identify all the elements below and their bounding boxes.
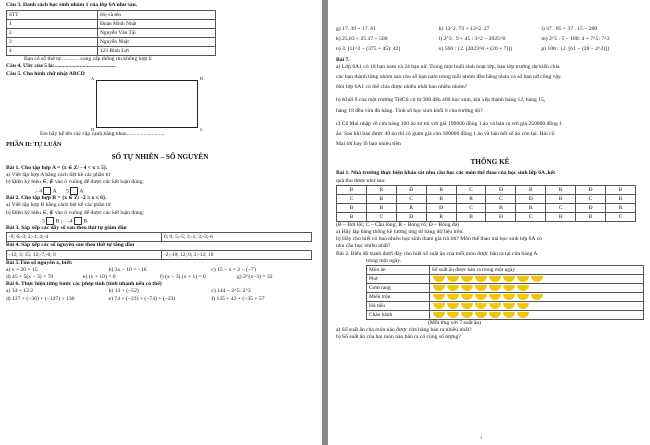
chart-note-text: (Mỗi ứng với 7 suất ăn) <box>428 320 482 327</box>
dish-name: Hủ tiếu <box>367 302 430 311</box>
students-table <box>6 10 216 56</box>
food-bowl-icon <box>503 312 515 318</box>
calc-row <box>336 46 644 53</box>
table-cell: -12; 3; 15; 12;-7;-6; 0 <box>7 250 162 259</box>
calc-row <box>336 36 644 43</box>
s2a: a) Số suất ăn của món nào được cửa hàng bán ra nhiều nhất? <box>336 327 472 334</box>
food-bowl-icon <box>461 276 473 282</box>
food-bowl-icon <box>531 294 543 300</box>
food-bowl-icon <box>503 285 515 291</box>
expr: c) 15 − x = 2 − (−7) <box>211 266 256 273</box>
b2: Bài 2. Cho tập hợp B = {x ∈ Z: -2 ≤ x ≤ 6}. <box>6 195 107 202</box>
fill-set: B <box>83 218 88 224</box>
food-bowl-icon <box>503 276 515 282</box>
vote-cell: R <box>396 203 426 212</box>
q4: Câu 4. Ước của 5 là:............................................ <box>6 63 117 70</box>
vote-cell: Đ <box>576 185 606 194</box>
vote-cell: Đ <box>337 203 367 212</box>
vote-cell: B <box>337 212 367 221</box>
table-row <box>367 293 644 302</box>
table-row <box>367 275 644 284</box>
food-bowl-icon <box>447 303 459 309</box>
food-bowl-icon <box>517 312 529 318</box>
food-bowl-icon <box>433 312 445 318</box>
table-row <box>367 311 644 320</box>
expr: f) 135 + 43 + (−35 + 57 <box>211 295 265 302</box>
food-bowl-icon <box>475 285 487 291</box>
dish-icons <box>429 311 643 320</box>
dish-name: Cháo hành <box>367 311 430 320</box>
vote-cell: Đ <box>396 185 426 194</box>
b7a: a) Lớp 6A1 có 18 bạn nam và 24 bạn nữ. Trong một buổi sinh hoạt lớp, bạn lớp trưởng dự kiến chia <box>336 63 560 70</box>
vote-cell: R <box>456 194 486 203</box>
vote-cell: B <box>366 194 396 203</box>
food-bowl-icon <box>489 294 501 300</box>
food-bowl-icon <box>475 294 487 300</box>
vote-cell: B <box>576 212 606 221</box>
dish-icons <box>429 275 643 284</box>
expr: a) 34 + 12.2 <box>6 288 34 295</box>
vote-cell: B <box>606 185 636 194</box>
food-bowl-icon <box>517 303 529 309</box>
table-row <box>337 212 636 221</box>
fill-value: 5 <box>66 187 69 194</box>
table-cell: Nguyễn Nhật <box>98 38 216 47</box>
food-bowl-icon <box>475 312 487 318</box>
s2b: trong một ngày. <box>366 257 402 264</box>
expr: b) 13 + (−52) <box>108 288 139 295</box>
vote-cell: R <box>516 203 546 212</box>
food-bowl-icon <box>447 285 459 291</box>
food-bowl-icon <box>447 276 459 282</box>
answer-box[interactable] <box>70 187 78 195</box>
b4: Bài 4. Sắp xếp các số nguyên sau theo thứ tự tăng dần <box>6 242 135 249</box>
expr: n) 3. [11^2 − (375 + 45): 42] <box>336 46 401 53</box>
b3: Bài 3. Sắp xếp các dãy số sau theo thứ tự giảm dần <box>6 225 127 232</box>
picture-chart <box>366 265 644 320</box>
expr: b) 3x − 10 = −16 <box>108 266 147 273</box>
food-bowl-icon <box>517 276 529 282</box>
dish-name: Cơm rang <box>367 284 430 293</box>
expr: d) 127 + (−36) + (−127) + 136 <box>6 295 75 302</box>
vote-cell: Đ <box>516 194 546 203</box>
b7c: c) Cô Mai nhập về cửa hàng 100 áo sơ mi với giá 190000 đồng 1 áo và bán ra với giá 250000 đồng 1 <box>336 120 562 127</box>
vote-cell: R <box>366 185 396 194</box>
expr: e) (x + 10) = 0 <box>83 274 116 281</box>
header-cell: Món ăn <box>367 266 430 275</box>
vote-cell: C <box>486 194 516 203</box>
votes-table <box>336 185 636 222</box>
table-cell: 2 <box>7 29 98 38</box>
fill-value: -4 <box>67 218 73 224</box>
table-cell: -2;-10; 12; 0; 2;-12; 10 <box>162 250 312 259</box>
s1bq2: nhu cầu học nhiều nhất? <box>336 243 391 250</box>
rectangle-abcd <box>91 75 203 132</box>
b4-table <box>6 250 312 260</box>
calc-row <box>336 26 644 33</box>
answer-box[interactable] <box>74 217 82 225</box>
food-bowl-icon <box>475 303 487 309</box>
vote-cell: Đ <box>576 203 606 212</box>
table-cell: Đoàn Minh Nhật <box>98 20 216 29</box>
food-bowl-icon <box>447 294 459 300</box>
b6: Bài 6. Thực hiện từng bước các phép tính (tính nhanh nếu có thể) <box>6 281 162 288</box>
q5: Câu 5. Cho hình chữ nhật ABCD <box>6 70 85 77</box>
vote-cell: R <box>606 203 636 212</box>
s1: Bài 1. Nhà trường thực hiện khảo sát nhu cầu học các môn thể thao của học sinh lớp 6A ,kết <box>336 170 555 177</box>
vote-cell: C <box>546 203 576 212</box>
vote-cell: C <box>576 194 606 203</box>
vote-cell: C <box>337 194 367 203</box>
expr: m) 2^5 . 5 − 100: 4 + 7^5: 7^3 <box>541 36 610 43</box>
table-cell: 1 <box>7 20 98 29</box>
part2-heading: PHẦN II: TỰ LUẬN <box>6 141 62 149</box>
b7b: b) Khối 6 của một trường THCS có từ 300 đến 400 học sinh, khi xếp thành hàng 12, hàng 15, <box>336 97 546 104</box>
fill-set: A <box>79 187 84 194</box>
food-bowl-icon <box>447 312 459 318</box>
vote-cell: R <box>546 185 576 194</box>
right-page <box>328 0 650 445</box>
food-bowl-icon <box>433 285 445 291</box>
vote-cell: Đ <box>486 212 516 221</box>
vote-cell: B <box>426 194 456 203</box>
food-bowl-icon <box>461 285 473 291</box>
b6-row <box>6 296 314 303</box>
fill-set: A <box>52 187 57 194</box>
vote-cell: B <box>366 203 396 212</box>
expr: g) 17. 39 + 17. 61 <box>336 26 376 32</box>
table-cell: -9; 6;-3; 2;-1; 4;-4 <box>7 233 162 242</box>
food-bowl-icon <box>531 276 543 282</box>
table-row <box>337 185 636 194</box>
expr: c) 144 − 2^5. 2^3 <box>211 288 251 295</box>
stats-heading: THỐNG KÊ <box>470 158 510 167</box>
vote-cell: C <box>366 212 396 221</box>
b3-table <box>6 232 312 242</box>
vote-cell: C <box>456 203 486 212</box>
table-row <box>7 38 216 47</box>
vote-cell: B <box>486 203 516 212</box>
expr: k) 25.83 + 25.17 − 500 <box>336 36 388 43</box>
vote-cell: C <box>396 194 426 203</box>
table-row <box>367 302 644 311</box>
header-cell: STT <box>7 11 98 20</box>
vote-cell: B <box>606 194 636 203</box>
food-bowl-icon <box>433 294 445 300</box>
vote-cell: R <box>426 212 456 221</box>
vote-cell: Đ <box>426 203 456 212</box>
table-cell: 6; 0; 5;-5; 1;-1; 3;-3;-6 <box>162 233 312 242</box>
food-bowl-icon <box>489 285 501 291</box>
b7c3: Mai lời hay lỗ bao nhiêu tiền <box>336 141 401 148</box>
vote-cell: B <box>337 185 367 194</box>
expr: f) (x − 3).(x + 1) = 0 <box>160 274 206 281</box>
expr: d) 45 + 5(x − 3) = 70 <box>6 274 54 281</box>
expr: o) 560 : {2. [2023^0 + (20 + 7)]} <box>438 46 513 53</box>
rect-note: Em hãy kể tên các cặp cạnh bằng nhau........................... <box>40 130 165 137</box>
legend: (B – Bơi lội; C – Cầu lông; R – Bóng rổ; Đ – Bóng đá) <box>336 221 460 228</box>
expr: g) 2^(x−3) = 32 <box>237 274 273 281</box>
b1a: a) Viết tập hợp A bằng cách liệt kê các phần tử <box>6 172 111 179</box>
expr: l) 2^3 . 9 + 45 : 3^2 − 2025^0 <box>438 36 506 43</box>
dish-name: Phở <box>367 275 430 284</box>
q3-title: Câu 3. Danh sách học sinh nhóm 1 của lớp 6A như sau. <box>6 2 138 8</box>
b7c2: áo. Sau khi bán được 40 áo thì cô giảm giá còn 180000 đồng 1 áo và bán hết số áo còn lại. Hỏi cô <box>336 131 555 138</box>
food-bowl-icon <box>503 303 515 309</box>
dish-name: Miến trộn <box>367 293 430 302</box>
header-cell: Họ và tên <box>98 11 216 20</box>
food-bowl-icon <box>433 276 445 282</box>
page-number: 4 <box>480 436 483 441</box>
b7: Bài 7. <box>336 56 350 63</box>
dish-icons <box>429 302 643 311</box>
section-heading: SỐ TỰ NHIÊN – SỐ NGUYÊN <box>111 153 209 162</box>
left-page <box>0 0 322 445</box>
s1b: quả thu được như sau: <box>336 177 386 184</box>
b1-fill <box>36 187 314 195</box>
food-bowl-icon <box>517 285 529 291</box>
vote-cell: B <box>456 212 486 221</box>
header-cell: Số suất ăn được bán ra trong một ngày <box>429 266 643 275</box>
vote-cell: Đ <box>486 185 516 194</box>
food-bowl-icon <box>433 303 445 309</box>
food-bowl-icon <box>503 294 515 300</box>
answer-box[interactable] <box>46 217 54 225</box>
b2b: b) Điền ký hiệu ∈, ∉ vào ô vuông để được các kết luận đúng: <box>6 209 145 216</box>
note1: Bạn có số thứ tự............. cung cấp thông tin không hợp lí <box>24 56 152 63</box>
table-row <box>7 250 312 259</box>
food-bowl-icon <box>489 312 501 318</box>
food-bowl-icon <box>461 294 473 300</box>
vote-cell: B <box>516 185 546 194</box>
table-row <box>367 284 644 293</box>
b6-row <box>6 288 314 295</box>
table-cell: 4 <box>7 47 98 56</box>
food-bowl-icon <box>489 276 501 282</box>
vote-cell: Đ <box>396 212 426 221</box>
expr: e) 74 + (−23) + (−74) + (−23) <box>108 295 176 302</box>
b2-fill <box>42 217 314 225</box>
s1a: a) Hãy lập bảng thống kê tương ứng từ bảng dữ liệu trên. <box>336 229 464 236</box>
dish-icons <box>429 293 643 302</box>
fill-value: 5 <box>42 218 45 224</box>
expr: p) 100 : {2. [61 − (28 − 2^3)]} <box>541 46 610 53</box>
food-bowl-icon <box>517 294 529 300</box>
s2: Bài 2. Biểu đồ tranh dưới đây cho biết số suất ăn của mỗi món được bán ra tại cửa hàng A <box>336 250 538 257</box>
vote-cell: B <box>426 185 456 194</box>
table-row <box>7 11 216 20</box>
food-bowl-icon <box>461 312 473 318</box>
vertex-label: D <box>91 126 95 132</box>
vote-cell: C <box>516 212 546 221</box>
b7a2: các bạn thành từng nhóm sao cho số bạn nam trong mỗi nhóm đều bằng nhau và số bạn nữ cũng vậy. <box>336 74 562 81</box>
b1: Bài 1. Cho tập hợp A = {x ∈ Z/ - 4 < x ≤ 5}. <box>6 165 108 172</box>
table-row <box>367 266 644 275</box>
vertex-label: C <box>199 126 203 132</box>
table-row <box>337 194 636 203</box>
expr: h) 13^2. 73 + 13^2. 27 <box>438 26 490 32</box>
vertex-label: A <box>91 75 95 81</box>
table-row <box>7 233 312 242</box>
table-row <box>7 47 216 56</box>
food-bowl-icon <box>475 276 487 282</box>
b1b: b) Điền ký hiệu ∈, ∉ vào ô vuông để được các kết luận đúng: <box>6 179 145 186</box>
dish-icons <box>429 284 643 293</box>
table-row <box>7 29 216 38</box>
answer-box[interactable] <box>43 187 51 195</box>
expr: a) x + 20 = 15 <box>6 266 38 273</box>
vertex-label: B <box>199 75 203 81</box>
b5: Bài 5.Tìm số nguyên x, biết: <box>6 259 73 266</box>
table-cell: Nguyễn Văn Tài <box>98 29 216 38</box>
table-row <box>7 20 216 29</box>
table-cell: 123 Bình Lợi <box>98 47 216 56</box>
vote-cell: C <box>456 185 486 194</box>
vote-cell: B <box>546 194 576 203</box>
fill-set: B ; <box>55 218 63 224</box>
s2bq: b) Số suất ăn của hai món nào bán ra có cùng số lượng? <box>336 334 461 341</box>
food-bowl-icon <box>489 303 501 309</box>
vote-cell: C <box>606 212 636 221</box>
table-cell: 3 <box>7 38 98 47</box>
vote-cell: R <box>546 212 576 221</box>
food-bowl-icon <box>461 303 473 309</box>
fill-value: - 4 <box>36 187 43 194</box>
b7a3: Hỏi lớp 6A1 có thể chia được nhiều nhất bao nhiêu nhóm? <box>336 84 468 91</box>
s1bq: b) Hãy cho biết có bao nhiêu học sinh tham gia trả lời? Môn thể thao mà học sinh lớp 6A có <box>336 236 542 243</box>
b2a: a) Viết tập hợp B bằng cách liệt kê các phần tử <box>6 202 111 209</box>
table-row <box>337 203 636 212</box>
expr: i) 37 . 85 + 37 . 15 − 200 <box>541 26 598 32</box>
b7b2: hàng 18 đều vừa đủ hàng. Tính số học sinh khối 6 của trường đó? <box>336 107 483 114</box>
b5-row <box>6 267 314 274</box>
